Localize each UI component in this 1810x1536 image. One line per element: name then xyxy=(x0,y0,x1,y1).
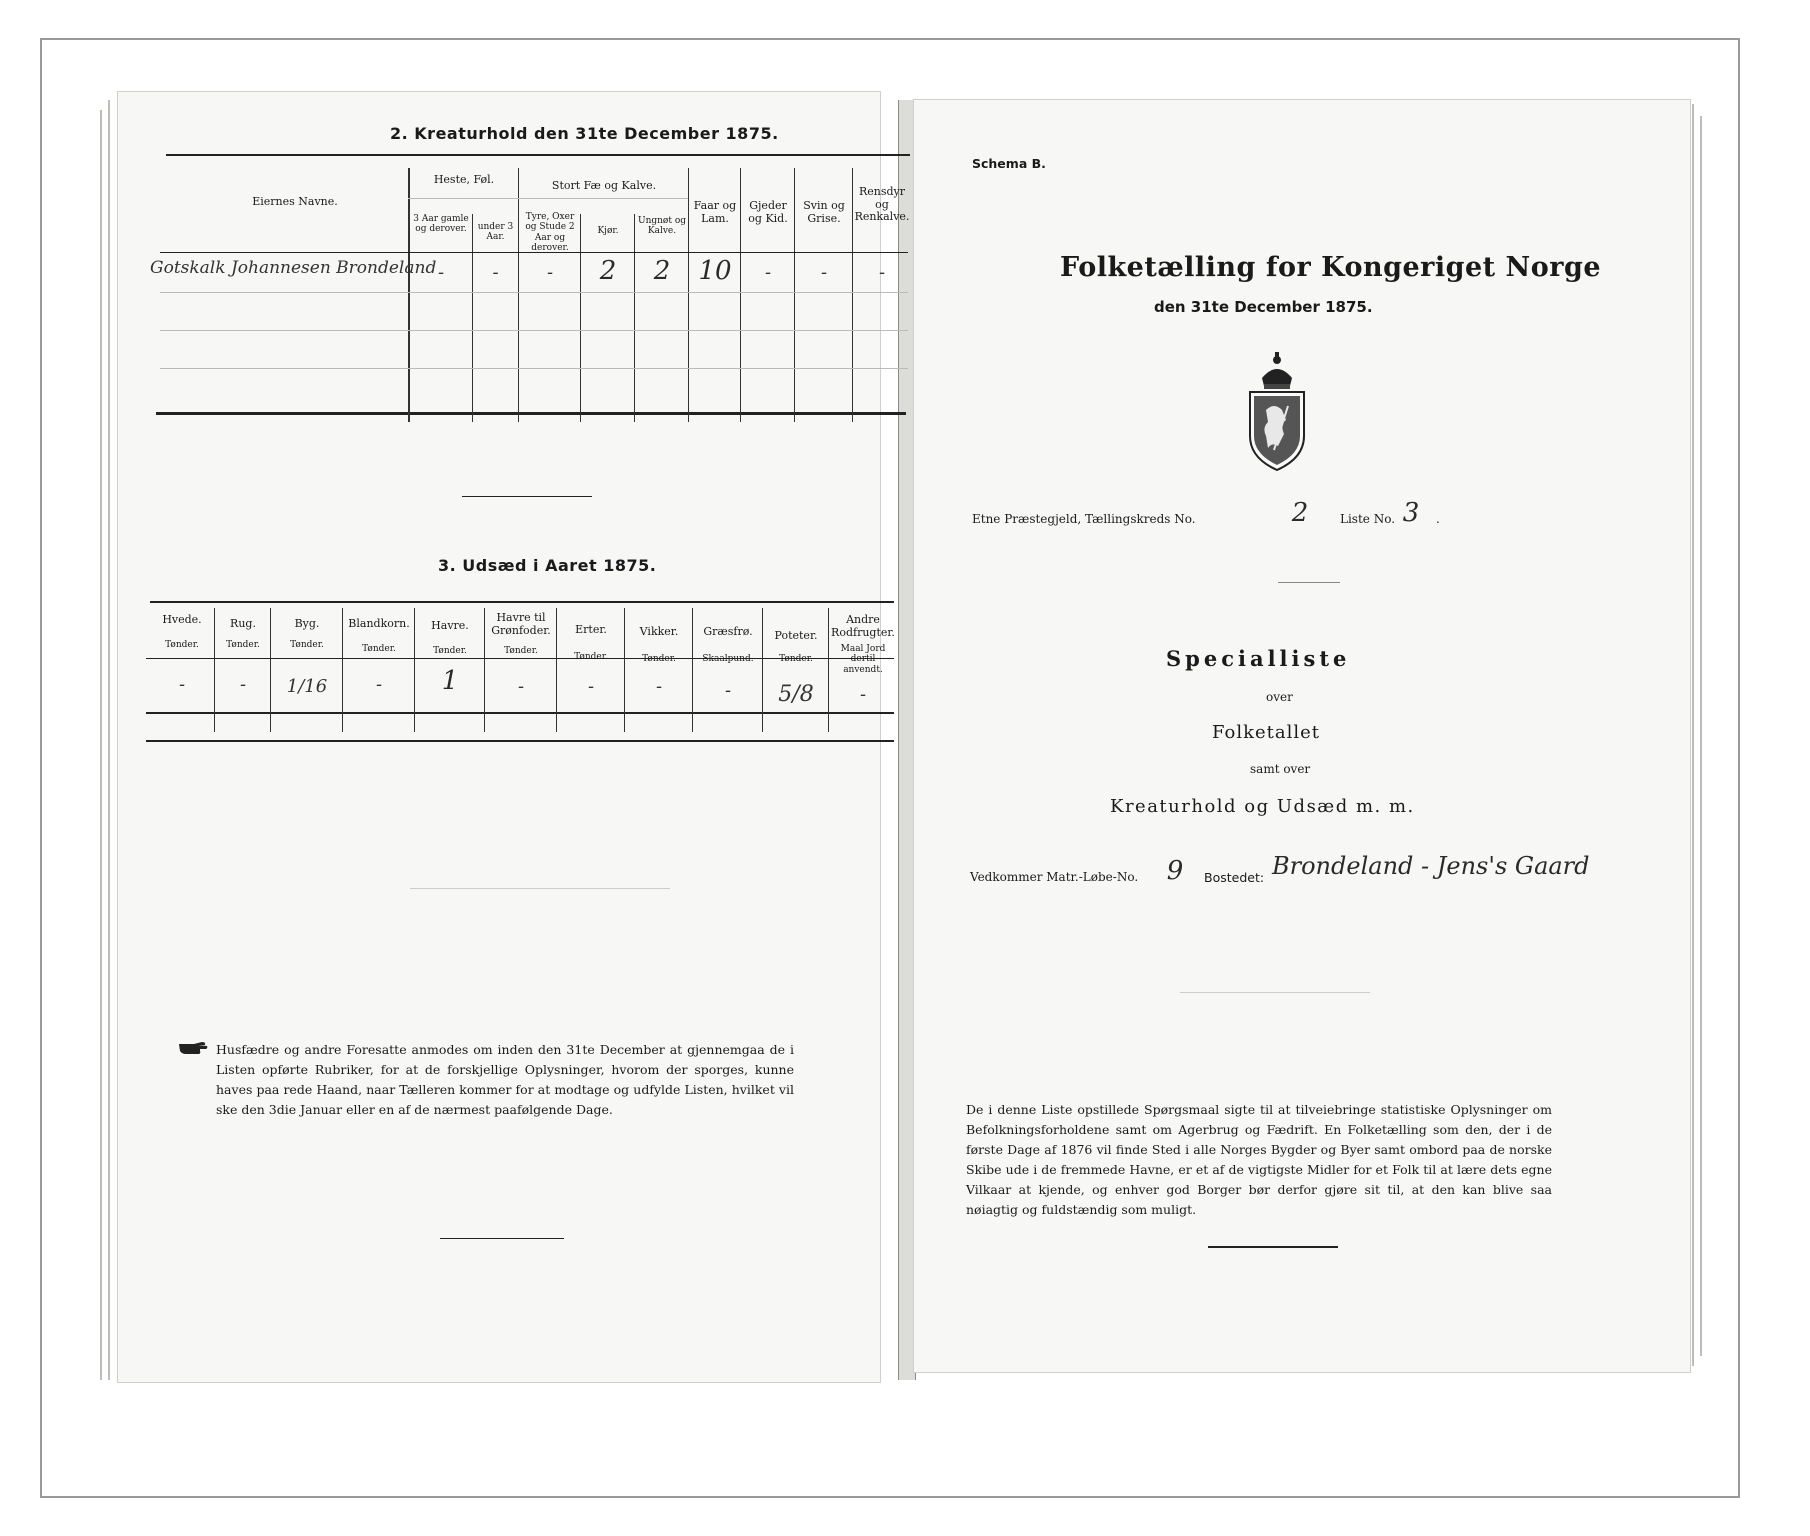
over-text: over xyxy=(1266,690,1293,704)
unit-blandkorn: Tønder. xyxy=(362,644,396,654)
cell-erter: - xyxy=(587,676,595,697)
unit-havre-gron: Tønder. xyxy=(504,646,538,656)
table2-top-rule xyxy=(166,154,910,156)
header-erter: Erter. xyxy=(575,623,607,636)
table3-vline xyxy=(692,608,693,732)
table2-vline xyxy=(518,168,519,422)
faint-line xyxy=(1180,992,1370,993)
table2-vline xyxy=(634,214,635,422)
table2-row-line xyxy=(160,368,908,369)
table2-row-line xyxy=(160,330,908,331)
table3-bottom-rule2 xyxy=(146,740,894,742)
paper-edge xyxy=(1692,104,1694,1366)
separator-bottom xyxy=(440,1238,564,1239)
header-blandkorn: Blandkorn. xyxy=(348,617,410,630)
unit-byg: Tønder. xyxy=(290,640,324,650)
paper-edge xyxy=(108,100,110,1380)
sub-kjor: Kjør. xyxy=(597,226,619,236)
header-havre: Havre. xyxy=(431,619,469,632)
scan-border-left xyxy=(40,38,42,1498)
pointing-hand-icon xyxy=(178,1040,204,1054)
kreaturhold-text: Kreaturhold og Udsæd m. m. xyxy=(1110,796,1415,817)
bostedet-value: Brondeland - Jens's Gaard xyxy=(1272,852,1590,880)
cell-hvede: - xyxy=(178,674,186,695)
cell-vikker: - xyxy=(655,676,663,697)
unit-vikker: Tønder. xyxy=(642,654,676,664)
sub-3aar-gamle: 3 Aar gamle og derover. xyxy=(413,214,469,235)
scan-border-top xyxy=(40,38,1740,40)
cell-kjor: 2 xyxy=(599,256,617,286)
header-owner: Eiernes Navne. xyxy=(252,195,338,208)
table2-vline xyxy=(472,214,473,422)
liste-no: 3 xyxy=(1402,498,1420,528)
header-heste: Heste, Føl. xyxy=(433,173,495,186)
table3-top-rule xyxy=(150,601,894,603)
cell-havre: 1 xyxy=(441,666,459,696)
section3-title: 3. Udsæd i Aaret 1875. xyxy=(438,556,657,575)
table2-subheader-rule xyxy=(518,198,688,199)
cell-byg: 1/16 xyxy=(286,676,328,697)
folketallet-text: Folketallet xyxy=(1212,722,1321,743)
header-faar: Faar og Lam. xyxy=(693,199,737,225)
table3-vline xyxy=(414,608,415,732)
paper-edge xyxy=(1700,116,1702,1356)
unit-graesfro: Skaalpund. xyxy=(702,654,754,664)
bostedet-label: Bostedet: xyxy=(1204,870,1265,885)
cell-faar: 10 xyxy=(698,256,732,286)
scan-border-bottom xyxy=(40,1496,1740,1498)
kreds-no: 2 xyxy=(1291,498,1309,528)
table3-bottom-rule xyxy=(146,712,894,714)
unit-havre: Tønder. xyxy=(433,646,467,656)
section2-title: 2. Kreaturhold den 31te December 1875. xyxy=(390,124,779,143)
header-byg: Byg. xyxy=(294,617,320,630)
specialliste-heading: Specialliste xyxy=(1166,646,1351,671)
cell-havre-gron: - xyxy=(517,676,525,697)
cell-heste-under3: - xyxy=(492,262,499,283)
header-hvede: Hvede. xyxy=(162,613,202,626)
table2-vline xyxy=(580,214,581,422)
unit-erter: Tønder. xyxy=(574,652,608,662)
table3-vline xyxy=(342,608,343,732)
main-title: Folketælling for Kongeriget Norge xyxy=(1060,252,1602,283)
cell-rensdyr: - xyxy=(878,262,886,283)
table3-vline xyxy=(624,608,625,732)
cell-tyre: - xyxy=(546,262,554,283)
coat-of-arms-icon xyxy=(1244,350,1310,472)
header-vikker: Vikker. xyxy=(639,625,679,638)
table3-vline xyxy=(270,608,271,732)
table3-vline xyxy=(556,608,557,732)
unit-rug: Tønder. xyxy=(226,640,260,650)
table2-vline xyxy=(740,168,741,422)
cell-graesfro: - xyxy=(724,680,732,701)
header-havre-gron: Havre til Grønfoder. xyxy=(491,611,551,637)
header-graesfro: Græsfrø. xyxy=(703,625,753,638)
table2-vline xyxy=(794,168,795,422)
sub-ungnot: Ungnøt og Kalve. xyxy=(637,216,686,237)
liste-period: . xyxy=(1436,512,1440,526)
closing-rule xyxy=(1208,1246,1338,1248)
notice-text: Husfædre og andre Foresatte anmodes om inden den 31te December at gjennemgaa de i Listen opførte Rubriker, for at de forskjellige Oplysninger, hvorom der sporges, kunne haves paa rede Haand, naar Tælleren kommer for at modtage og udfylde Listen, hvilket vil ske den 3die Januar eller en af de nærmest paafølgende Dage. xyxy=(216,1042,794,1117)
cell-svin: - xyxy=(820,262,828,283)
table2-subheader-rule xyxy=(408,198,518,199)
unit-poteter: Tønder. xyxy=(779,654,813,664)
table3-vline xyxy=(762,608,763,732)
left-page xyxy=(118,92,880,1382)
prestegjeld-label: Etne Præstegjeld, Tællingskreds No. xyxy=(972,512,1196,526)
sub-under3: under 3 Aar. xyxy=(477,222,514,243)
samt-over-text: samt over xyxy=(1250,762,1311,776)
cell-andre: - xyxy=(859,684,867,705)
table2-vline xyxy=(852,168,853,422)
header-andre: Andre Rodfrugter. xyxy=(831,613,895,639)
header-rug: Rug. xyxy=(230,617,256,630)
cell-rug: - xyxy=(239,674,247,695)
matr-no: 9 xyxy=(1166,856,1184,886)
header-poteter: Poteter. xyxy=(774,629,818,642)
schema-label: Schema B. xyxy=(972,156,1046,171)
faint-line xyxy=(410,888,670,889)
unit-andre: Maal Jord dertil anvendt. xyxy=(840,644,886,675)
header-svin: Svin og Grise. xyxy=(803,199,845,225)
scan-border-right xyxy=(1738,38,1740,1498)
cell-blandkorn: - xyxy=(375,674,383,695)
paper-edge xyxy=(100,110,102,1380)
intro-text: De i denne Liste opstillede Spørgsmaal sigte til at tilveiebringe statistiske Oplysninger om Befolkningsforholdene samt om Agerbrug og Fædrift. En Folketælling som den, der i de første Dage af 1876 vil finde Sted i alle Norges Bygder og Byer samt ombord paa de norske Skibe ude i de fremmede Havne, er et af de vigtigste Midler for et Folk til at lære dets egne Vilkaar at kjende, og enhver god Borger bør derfor gjøre sit til, at den kan blive saa nøiagtig og fuldstændig som muligt. xyxy=(966,1102,1552,1217)
unit-hvede: Tønder. xyxy=(165,640,199,650)
matr-label: Vedkommer Matr.-Løbe-No. xyxy=(970,870,1139,884)
separator xyxy=(462,496,592,497)
cell-ungnot: 2 xyxy=(653,256,671,286)
date-line: den 31te December 1875. xyxy=(1154,298,1373,316)
table2-row-line xyxy=(160,292,908,293)
table2-vline xyxy=(408,168,410,422)
header-rensdyr: Rensdyr og Renkalve. xyxy=(854,185,910,224)
table3-vline xyxy=(828,608,829,732)
cell-heste-over3: - xyxy=(437,262,445,283)
cell-poteter: 5/8 xyxy=(778,682,814,707)
table2-vline xyxy=(688,168,689,422)
header-stort-fae: Stort Fæ og Kalve. xyxy=(551,179,657,192)
short-rule xyxy=(1278,582,1340,583)
table3-vline xyxy=(484,608,485,732)
cell-gjeder: - xyxy=(764,262,772,283)
header-gjeder: Gjeder og Kid. xyxy=(748,199,788,225)
sub-tyre: Tyre, Oxer og Stude 2 Aar og derover. xyxy=(525,212,575,254)
owner-name: Gotskalk Johannesen Brondeland xyxy=(150,258,437,278)
liste-label: Liste No. xyxy=(1340,512,1396,526)
table3-vline xyxy=(214,608,215,732)
